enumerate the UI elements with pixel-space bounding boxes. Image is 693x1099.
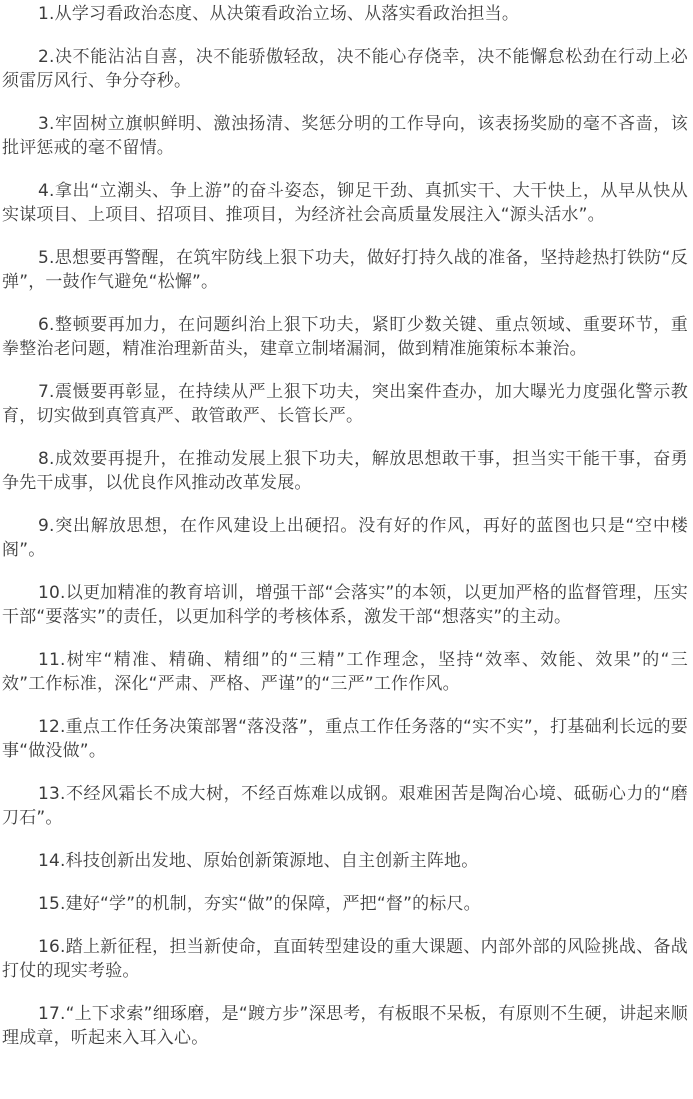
paragraph-5: 5.思想要再警醒，在筑牢防线上狠下功夫，做好打持久战的准备，坚持趁热打铁防“反弹”，一鼓作气避免“松懈”。 xyxy=(2,248,688,292)
paragraph-12: 12.重点工作任务决策部署“落没落”，重点工作任务落的“实不实”，打基础利长远的要事“做没做”。 xyxy=(2,717,688,761)
document-page xyxy=(0,2,693,1099)
paragraph-10: 10.以更加精准的教育培训，增强干部“会落实”的本领，以更加严格的监督管理，压实干部“要落实”的责任，以更加科学的考核体系，激发干部“想落实”的主动。 xyxy=(2,583,688,627)
paragraph-16: 16.踏上新征程，担当新使命，直面转型建设的重大课题、内部外部的风险挑战、备战打仗的现实考验。 xyxy=(2,937,688,981)
paragraph-3: 3.牢固树立旗帜鲜明、激浊扬清、奖惩分明的工作导向，该表扬奖励的毫不吝啬，该批评惩戒的毫不留情。 xyxy=(2,114,688,158)
paragraph-13: 13.不经风霜长不成大树，不经百炼难以成钢。艰难困苦是陶冶心境、砥砺心力的“磨刀石”。 xyxy=(2,784,688,828)
paragraph-2: 2.决不能沾沾自喜，决不能骄傲轻敌，决不能心存侥幸，决不能懈怠松劲在行动上必须雷厉风行、争分夺秒。 xyxy=(2,47,688,91)
paragraph-7: 7.震慑要再彰显，在持续从严上狠下功夫，突出案件查办，加大曝光力度强化警示教育，切实做到真管真严、敢管敢严、长管长严。 xyxy=(2,382,688,426)
paragraph-9: 9.突出解放思想，在作风建设上出硬招。没有好的作风，再好的蓝图也只是“空中楼阁”。 xyxy=(2,516,688,560)
paragraph-4: 4.拿出“立潮头、争上游”的奋斗姿态，铆足干劲、真抓实干、大干快上，从早从快从实谋项目、上项目、招项目、推项目，为经济社会高质量发展注入“源头活水”。 xyxy=(2,181,688,225)
paragraph-6: 6.整顿要再加力，在问题纠治上狠下功夫，紧盯少数关键、重点领域、重要环节，重拳整治老问题，精准治理新苗头，建章立制堵漏洞，做到精准施策标本兼治。 xyxy=(2,315,688,359)
paragraph-14: 14.科技创新出发地、原始创新策源地、自主创新主阵地。 xyxy=(38,851,479,871)
paragraph-15: 15.建好“学”的机制，夯实“做”的保障，严把“督”的标尺。 xyxy=(38,894,481,914)
paragraph-17: 17.“上下求索”细琢磨，是“踱方步”深思考，有板眼不呆板，有原则不生硬，讲起来顺理成章，听起来入耳入心。 xyxy=(2,1004,688,1048)
paragraph-1: 1.从学习看政治态度、从决策看政治立场、从落实看政治担当。 xyxy=(38,4,520,24)
paragraph-8: 8.成效要再提升，在推动发展上狠下功夫，解放思想敢干事，担当实干能干事，奋勇争先干成事，以优良作风推动改革发展。 xyxy=(2,449,688,493)
paragraph-11: 11.树牢“精准、精确、精细”的“三精”工作理念，坚持“效率、效能、效果”的“三效”工作标准，深化“严肃、严格、严谨”的“三严”工作作风。 xyxy=(2,650,688,694)
